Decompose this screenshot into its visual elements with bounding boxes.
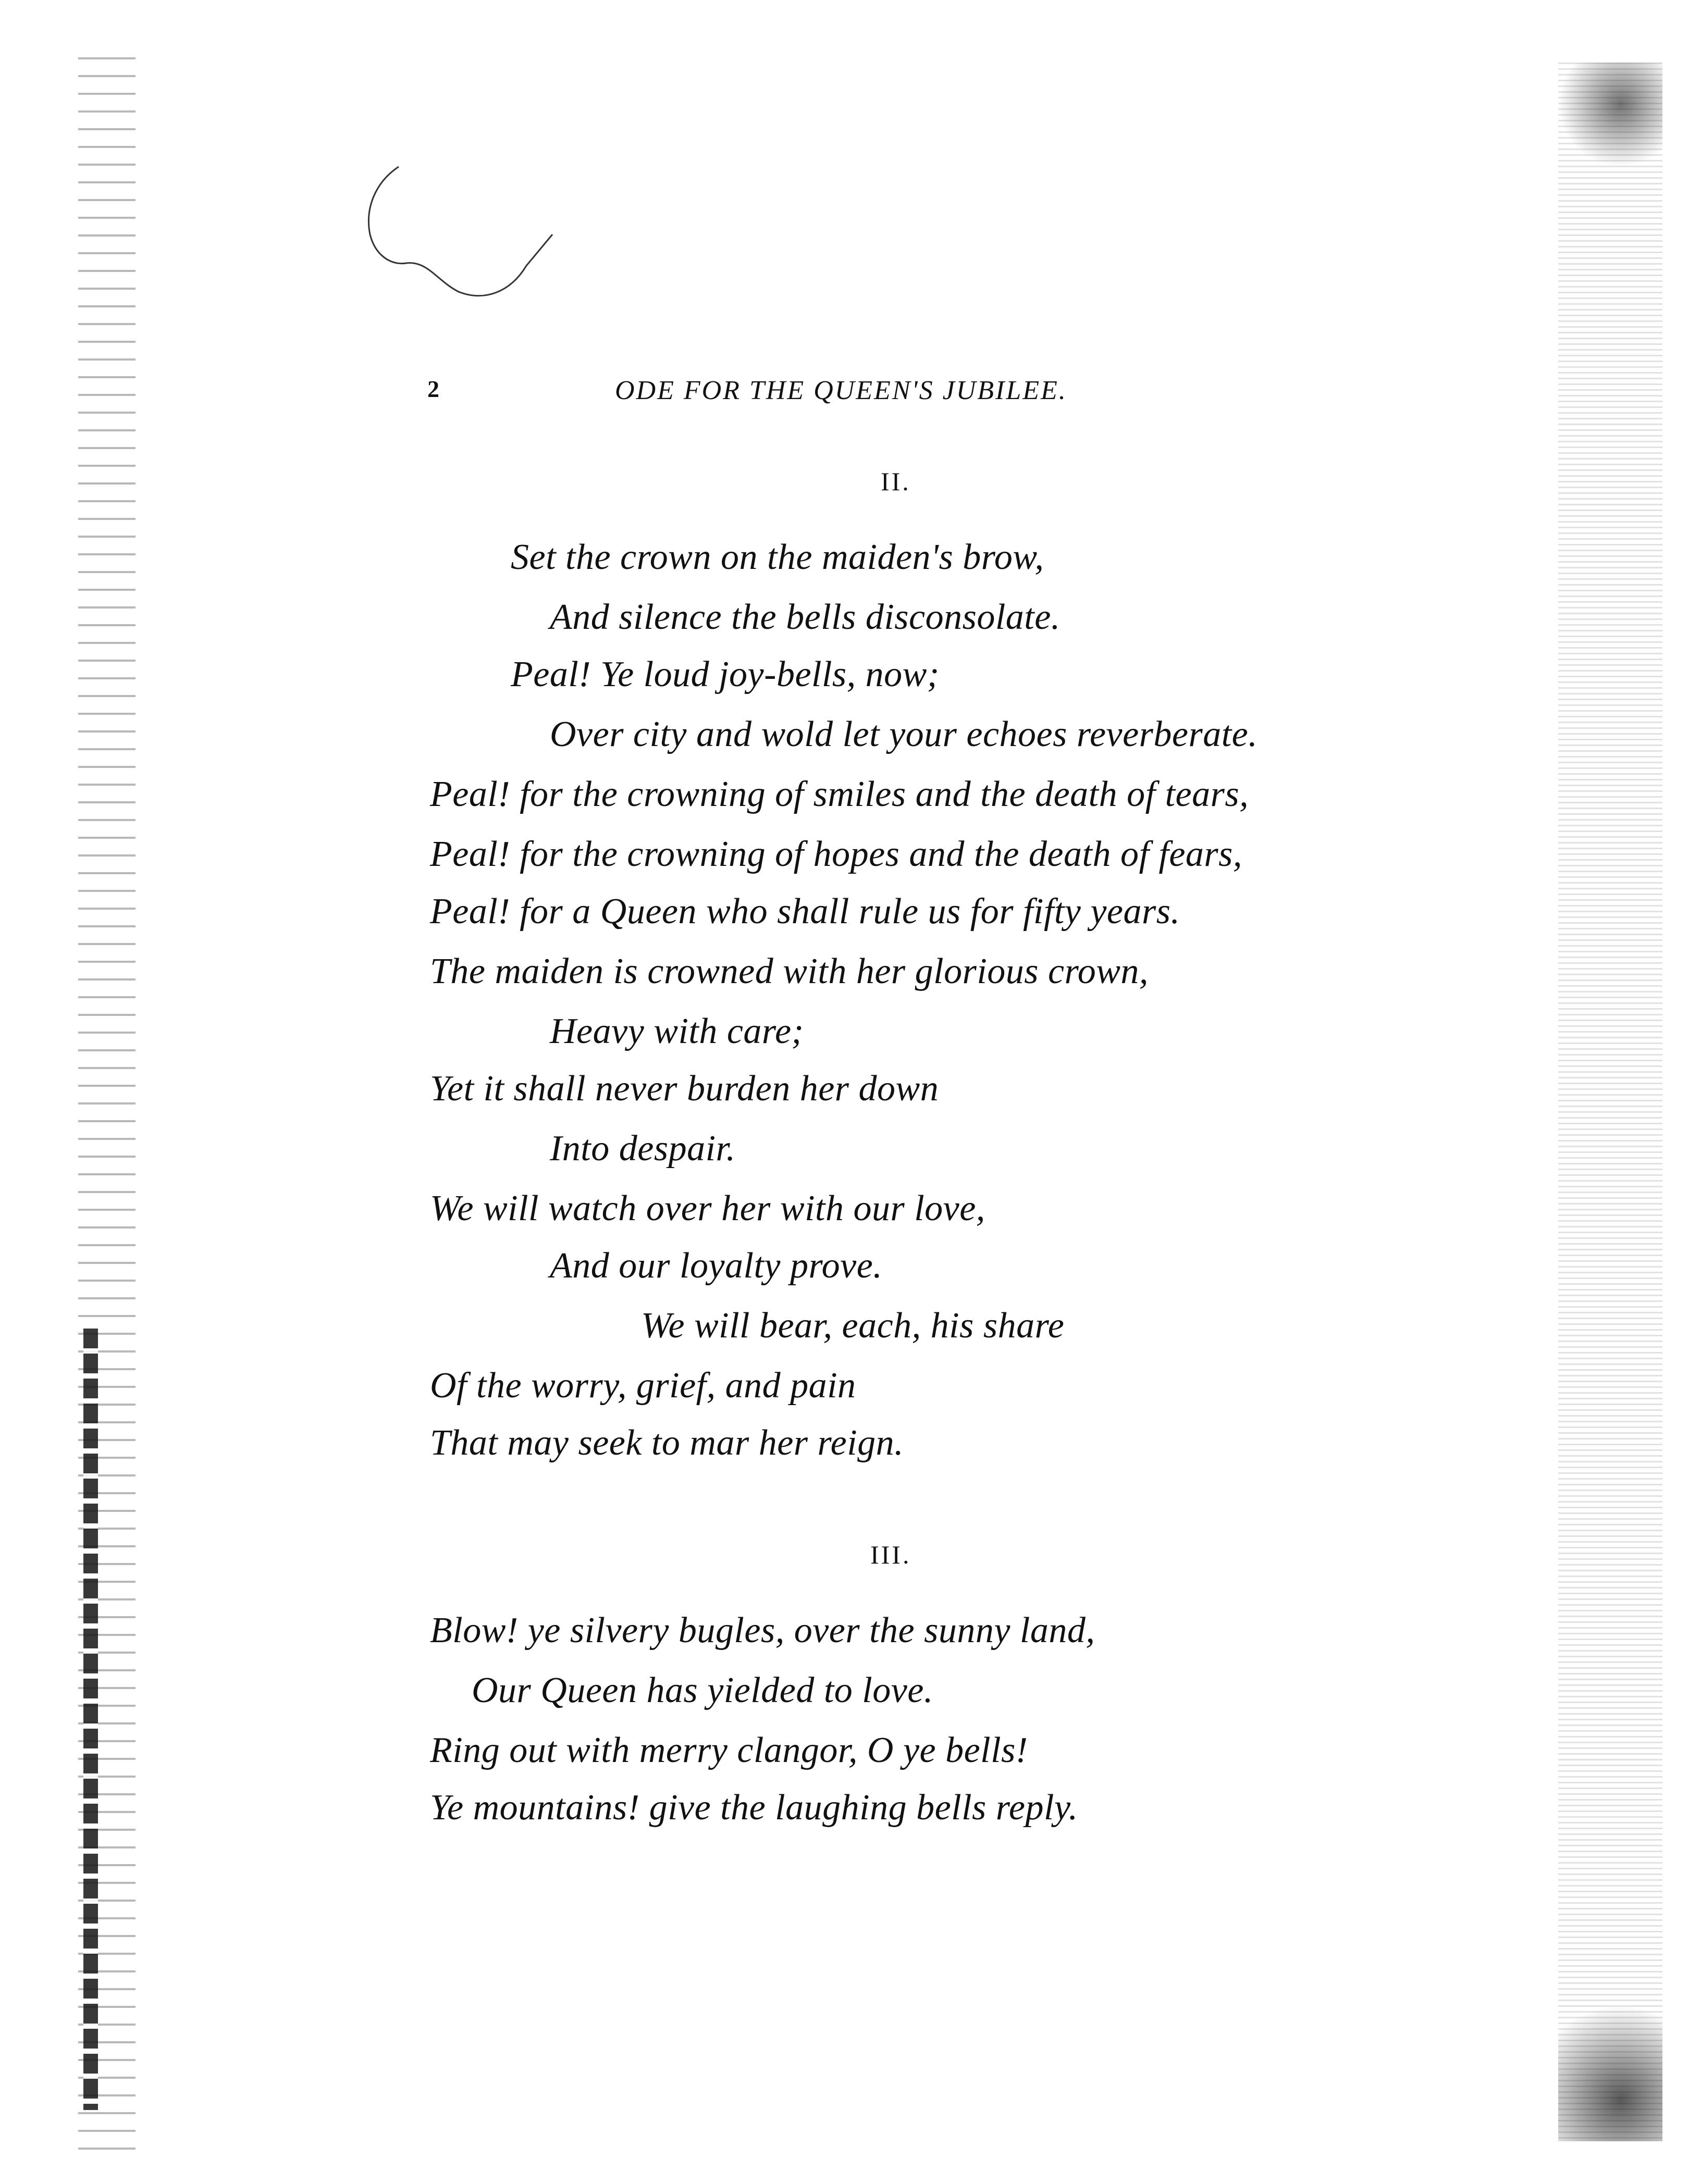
poem-line: And silence the bells disconsolate. xyxy=(550,597,1061,637)
poem-line: We will watch over her with our love, xyxy=(430,1188,985,1228)
poem-line: We will bear, each, his share xyxy=(641,1306,1065,1346)
scan-edge-marks xyxy=(83,1329,98,2110)
page-header xyxy=(427,375,1209,417)
poem-line: And our loyalty prove. xyxy=(550,1246,883,1286)
poem-line: Peal! for the crowning of hopes and the death of fears, xyxy=(430,834,1242,874)
poem-line: Peal! for the crowning of smiles and the death of tears, xyxy=(430,774,1249,814)
poem-line: Blow! ye silvery bugles, over the sunny land, xyxy=(430,1610,1095,1651)
poem-line: Ring out with merry clangor, O ye bells! xyxy=(430,1730,1028,1770)
poem-line: Peal! Ye loud joy-bells, now; xyxy=(511,654,940,694)
pencil-mark xyxy=(354,162,573,318)
poem-line: The maiden is crowned with her glorious crown, xyxy=(430,951,1149,991)
poem-line: Peal! for a Queen who shall rule us for fifty years. xyxy=(430,891,1180,932)
scan-edge-right xyxy=(1558,63,1662,2141)
poem-line: Over city and wold let your echoes reverberate. xyxy=(550,714,1258,754)
section-number: II. xyxy=(881,467,911,496)
poem-line: Heavy with care; xyxy=(550,1011,804,1051)
page-number: 2 xyxy=(427,376,439,402)
poem-line: Of the worry, grief, and pain xyxy=(430,1366,856,1406)
poem-line: Into despair. xyxy=(550,1128,736,1169)
section-number: III. xyxy=(870,1540,911,1569)
running-title: ODE FOR THE QUEEN'S JUBILEE. xyxy=(615,376,1067,405)
poem-line: Yet it shall never burden her down xyxy=(430,1069,939,1109)
poem-line: Ye mountains! give the laughing bells reply. xyxy=(430,1788,1078,1828)
poem-line: That may seek to mar her reign. xyxy=(430,1423,904,1463)
poem-line: Set the crown on the maiden's brow, xyxy=(511,537,1044,577)
poem-line: Our Queen has yielded to love. xyxy=(472,1670,933,1710)
